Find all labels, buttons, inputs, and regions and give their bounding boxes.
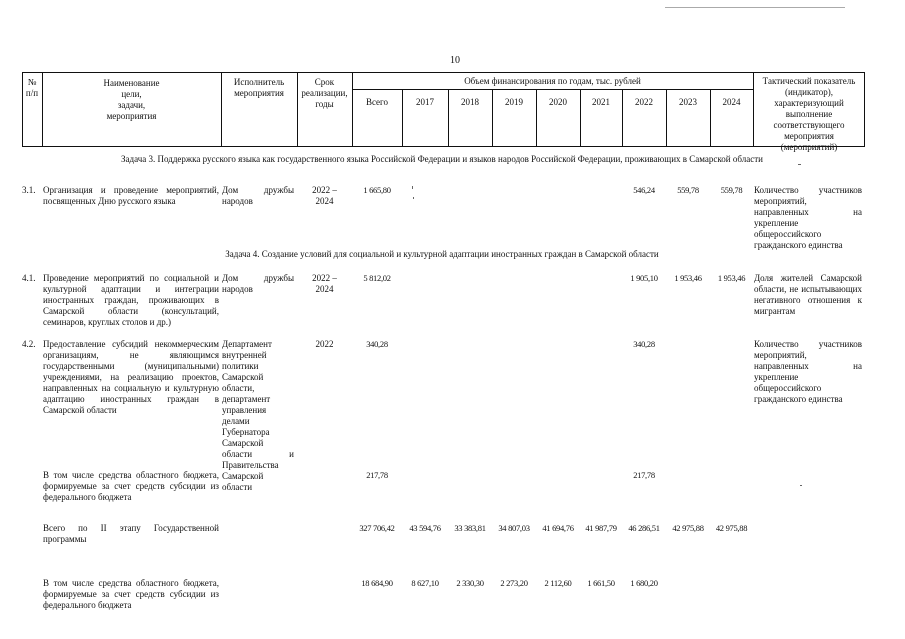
scan-speck xyxy=(413,197,414,199)
stage-sub-2017: 8 627,10 xyxy=(411,578,439,588)
row-4-2-name: Предоставление субсидий некоммерческим организациям, не являющимся государственными (муниципальными) учреждениями, на реализацию проектов, направленных на социальную и культурную адаптацию иностранных граждан в Самарской области xyxy=(43,339,219,415)
header-executor: Исполнитель мероприятия xyxy=(233,77,285,98)
row-4-1-num: 4.1. xyxy=(22,273,36,283)
row-3-1-total: 1 665,80 xyxy=(363,185,391,195)
header-year-2023: 2023 xyxy=(679,97,697,107)
scan-speck xyxy=(412,186,413,189)
stage-total-total: 327 706,42 xyxy=(359,523,395,533)
funding-header-rule xyxy=(352,89,753,90)
row-4-1-indicator: Доля жителей Самарской области, не испытывающих негативного отношения к мигрантам xyxy=(754,273,862,316)
top-rule xyxy=(665,7,845,8)
col-line-14 xyxy=(864,72,865,147)
row-4-1-name: Проведение мероприятий по социальной и культурной адаптации и интеграции иностранных граждан, проживающих в Самарской области (консультаций, семинаров, круглых столов и др.) xyxy=(43,273,219,327)
row-3-1-term: 2022 – 2024 xyxy=(312,185,337,206)
row-4-2-executor: Департамент внутренней политики Самарской области, департамент управления делами Губернатора Самарской области и Правительства Самарской области xyxy=(222,339,294,492)
stage-sub-2019: 2 273,20 xyxy=(500,578,528,588)
stage-sub-2021: 1 661,50 xyxy=(587,578,615,588)
row-4-1-total: 5 812,02 xyxy=(363,273,391,283)
row-4-1-2024: 1 953,46 xyxy=(717,273,746,283)
stage-total-2018: 33 383,81 xyxy=(454,523,486,533)
table-top-border xyxy=(22,72,865,73)
row-4-2-term: 2022 xyxy=(315,339,334,349)
row-4-2-sub-total: 217,78 xyxy=(366,470,388,480)
stage-sub-name: В том числе средства областного бюджета, формируемые за счет средств субсидии из федерального бюджета xyxy=(43,578,219,610)
header-bottom-border xyxy=(22,146,865,147)
row-4-2-sub-2022: 217,78 xyxy=(633,470,655,480)
header-year-2024: 2024 xyxy=(722,97,741,107)
col-line-13 xyxy=(753,72,754,147)
stage-total-2017: 43 594,76 xyxy=(409,523,441,533)
header-year-2021: 2021 xyxy=(592,97,610,107)
header-year-2019: 2019 xyxy=(505,97,523,107)
stage-sub-2022: 1 680,20 xyxy=(630,578,658,588)
row-4-1-2023: 1 953,46 xyxy=(674,273,702,283)
row-3-1-indicator: Количество участников мероприятий, направленных на укрепление общероссийского гражданского единства xyxy=(754,185,862,250)
header-year-2022: 2022 xyxy=(635,97,653,107)
header-num: № п/п xyxy=(25,77,39,98)
stage-sub-2020: 2 112,60 xyxy=(544,578,572,588)
stage-sub-total: 18 684,90 xyxy=(361,578,393,588)
row-3-1-2023: 559,78 xyxy=(677,185,699,195)
header-year-2017: 2017 xyxy=(416,97,434,107)
header-year-2020: 2020 xyxy=(549,97,567,107)
stage-sub-2018: 2 330,30 xyxy=(456,578,484,588)
row-4-1-2022: 1 905,10 xyxy=(630,273,658,283)
page-number: 10 xyxy=(450,55,460,66)
row-4-2-indicator: Количество участников мероприятий, направленных на укрепление общероссийского гражданского единства xyxy=(754,339,862,404)
row-3-1-executor: Дом дружбы народов xyxy=(222,185,294,206)
row-4-2-total: 340,28 xyxy=(366,339,388,349)
header-total: Всего xyxy=(365,97,389,107)
stage-total-2020: 41 694,76 xyxy=(542,523,574,533)
row-4-1-term: 2022 – 2024 xyxy=(312,273,337,294)
stage-total-2024: 42 975,88 xyxy=(715,523,748,533)
stage-total-2021: 41 987,79 xyxy=(585,523,617,533)
header-funding: Объем финансирования по годам, тыс. рублей xyxy=(464,76,641,86)
row-3-1-num: 3.1. xyxy=(22,185,36,195)
scan-speck xyxy=(800,485,802,486)
row-4-1-executor: Дом дружбы народов xyxy=(222,273,294,294)
stage-total-2023: 42 975,88 xyxy=(672,523,704,533)
row-4-2-sub-name: В том числе средства областного бюджета, формируемые за счет средств субсидии из федерального бюджета xyxy=(43,470,219,502)
row-4-2-num: 4.2. xyxy=(22,339,36,349)
stage-total-2019: 34 807,03 xyxy=(498,523,530,533)
header-indicator: Тактический показатель (индикатор), характеризующий выполнение соответствующего мероприятия (мероприятий) xyxy=(762,76,856,152)
task-3-heading: Задача 3. Поддержка русского языка как государственного языка Российской Федерации и языков народов Российской Федерации, проживающих в Самарской области xyxy=(121,154,763,164)
stage-total-name: Всего по II этапу Государственной программы xyxy=(43,523,219,544)
row-3-1-2022: 546,24 xyxy=(633,185,655,195)
header-name: Наименование цели, задачи, мероприятия xyxy=(103,78,160,121)
row-3-1-2024: 559,78 xyxy=(720,185,743,195)
header-year-2018: 2018 xyxy=(461,97,479,107)
task-4-heading: Задача 4. Создание условий для социальной и культурной адаптации иностранных граждан в Самарской области xyxy=(225,249,659,259)
scan-speck xyxy=(798,164,801,165)
stage-total-2022: 46 286,51 xyxy=(628,523,660,533)
row-3-1-name: Организация и проведение мероприятий, посвященных Дню русского языка xyxy=(43,185,219,206)
row-4-2-2022: 340,28 xyxy=(633,339,655,349)
header-term: Срок реализации, годы xyxy=(301,77,348,109)
